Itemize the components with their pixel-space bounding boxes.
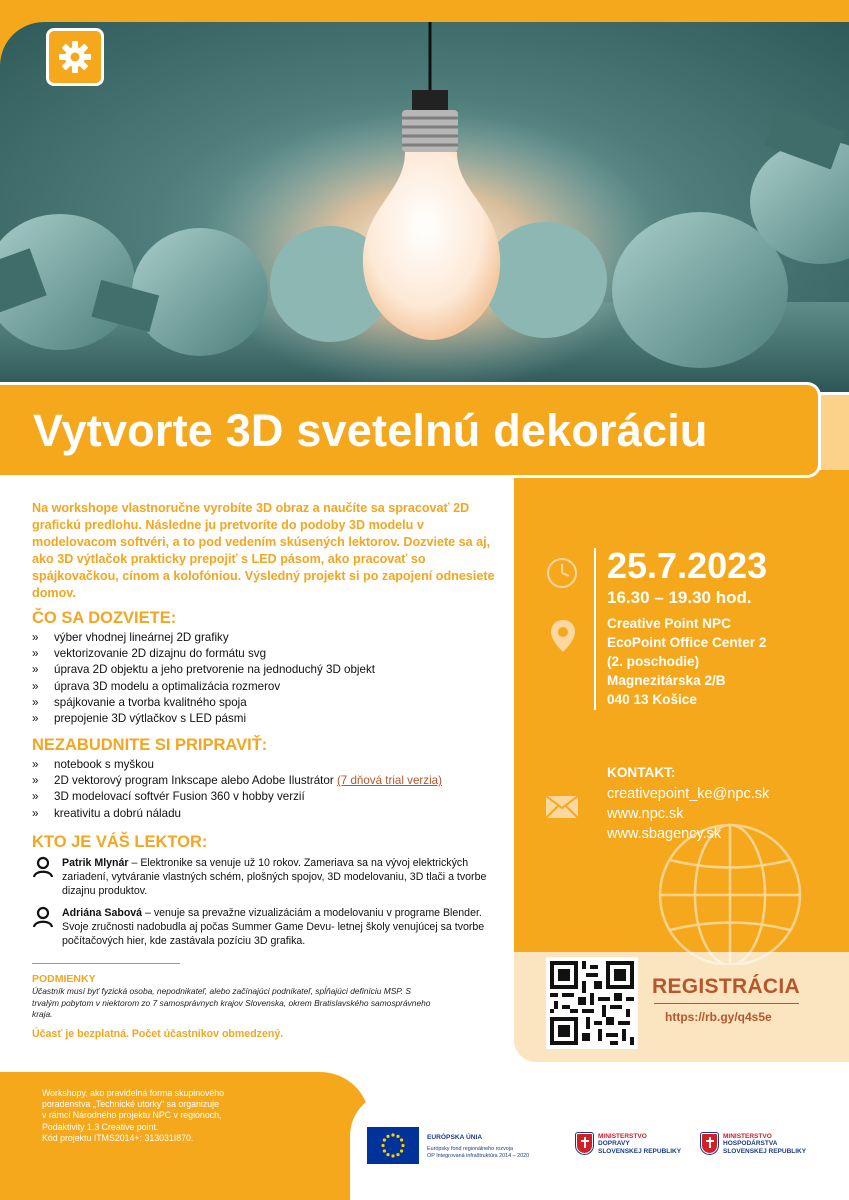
conditions-text: Účastník musí byť fyzická osoba, nepodnikateľ, alebo začínajúci podnikateľ, spĺňajúci definíciu MSP. S trvalým pobytom v niektorom zo 7 samosprávnych krajov Slovenska, okrem Bratislavského samosprávneho kraja. — [32, 986, 431, 1020]
qr-code[interactable] — [546, 957, 638, 1049]
event-time: 16.30 – 19.30 hod. — [607, 588, 752, 607]
location-pin-icon — [549, 618, 577, 654]
slovak-crest-icon — [576, 1133, 593, 1154]
list-item: » výber vhodnej lineárnej 2D grafiky — [32, 631, 229, 644]
teal-bulb-right-1 — [483, 222, 607, 338]
lector-heading: KTO JE VÁŠ LEKTOR: — [32, 833, 208, 851]
learn-list — [32, 630, 512, 727]
person-icon — [32, 856, 54, 878]
bulb-socket — [402, 110, 458, 152]
lector-item: Patrik Mlynár – Elektronike sa venuje už 10 rokov. Zameriava sa na vývoj elektrických zariadení, vytváranie vlastných schém, plošných spojov, 3D modelovaniu, 3D tlači a tvorbe dizajnu produktov. — [32, 856, 506, 898]
hero-image — [0, 22, 849, 392]
gear-icon — [46, 28, 104, 86]
list-item: » vektorizovanie 2D dizajnu do formátu svg — [32, 647, 267, 661]
prepare-heading: NEZABUDNITE SI PRIPRAVIŤ: — [32, 736, 268, 754]
list-item: » 2D vektorový program Inkscape alebo Adobe Ilustrátor (7 dňová trial verzia) — [32, 774, 442, 788]
contact-website[interactable]: www.sbagency.sk — [607, 826, 722, 842]
list-item: » úprava 3D modelu a optimalizácia rozmerov — [32, 679, 281, 693]
slovak-crest-icon — [701, 1133, 718, 1154]
clock-icon — [545, 556, 579, 590]
footer-note: Workshopy, ako pravidelná forma skupinového poradenstva „Technické utorky“ sa organizuje v rámci Národného projektu NPC v regiónoch, Podaktivity 1.3 Creative point. Kód projektu ITMS2014+: 313031I870. — [42, 1088, 225, 1143]
title-band — [0, 382, 821, 478]
list-item: » kreativitu a dobrú náladu — [32, 806, 181, 820]
free-note: Účasť je bezplatná. Počet účastníkov obmedzený. — [32, 1028, 284, 1040]
event-date: 25.7.2023 — [607, 545, 768, 586]
list-item: » 3D modelovací softvér Fusion 360 v hobby verzií — [32, 790, 305, 804]
list-item: » spájkovanie a tvorba kvalitného spoja — [32, 695, 247, 709]
mail-icon — [545, 795, 579, 819]
page-title: Vytvorte 3D svetelnú dekoráciu — [33, 405, 708, 456]
contact-website[interactable]: www.npc.sk — [607, 806, 684, 822]
lector-name: Patrik Mlynár — [62, 857, 129, 869]
eu-title: EURÓPSKA ÚNIA — [427, 1134, 483, 1141]
learn-heading: ČO SA DOZVIETE: — [32, 609, 177, 627]
list-item: » notebook s myškou — [32, 758, 154, 771]
contact-list — [607, 784, 769, 844]
trial-version-link[interactable]: (7 dňová trial verzia) — [336, 774, 442, 788]
registration-underline — [654, 1003, 799, 1004]
intro-text: Na workshope vlastnoručne vyrobíte 3D obraz a naučíte sa spracovať 2D grafickú predlohu. Následne ju pretvoríte do podoby 3D modelu v modelovacom softvéri, a to pod vedením skúsených lektorov. Dozviete sa aj, ako 3D výtlačok prakticky prepojiť s LED pásom, ako pracovať so spájkovačkou, cínom a kolofóniou. Výsledný projekt si po zapojení odnesiete domov. — [32, 501, 495, 600]
ministry-transport-logo: MINISTERSTVO DOPRAVY SLOVENSKEJ REPUBLIKY — [576, 1133, 681, 1155]
list-item: » prepojenie 3D výtlačkov s LED pásmi — [32, 712, 247, 726]
conditions-heading: PODMIENKY — [32, 973, 96, 985]
event-address: Creative Point NPC EcoPoint Office Center 2 (2. poschodie) Magnezitárska 2/B 040 13 Košice — [607, 616, 767, 707]
eu-flag-logo — [367, 1127, 419, 1164]
gear-icon-svg — [58, 40, 92, 74]
light-bulbs-illustration — [0, 22, 849, 392]
lector-item: Adriána Sabová – venuje sa prevažne vizualizáciám a modelovaniu v programe Blender. Svoje zručnosti nadobudla aj počas Summer Game Devu- letnej školy venujúcej sa tvorbe počítačových hier, kde zastávala pozíciu 3D grafika. — [32, 906, 506, 948]
qr-code-image — [550, 961, 634, 1045]
lector-name: Adriána Sabová — [62, 907, 143, 919]
contact-heading: KONTAKT: — [607, 765, 676, 780]
eu-fund-text: Európsky fond regionálneho rozvoja OP Integrovaná infraštruktúra 2014 – 2020 — [427, 1146, 530, 1159]
registration-link[interactable]: https://rb.gy/q4s5e — [665, 1010, 772, 1024]
registration-heading: REGISTRÁCIA — [652, 975, 800, 998]
contact-email[interactable]: creativepoint_ke@npc.sk — [607, 786, 770, 802]
ministry-economy-logo: MINISTERSTVO HOSPODÁRSTVA SLOVENSKEJ REPUBLIKY — [701, 1133, 806, 1155]
person-icon — [32, 906, 54, 928]
title-accent-strip — [821, 395, 849, 475]
vertical-divider — [594, 548, 596, 710]
list-item: » úprava 2D objektu a jeho pretvorenie na jednoduchý 3D objekt — [32, 663, 375, 677]
divider — [32, 963, 180, 964]
prepare-list — [32, 757, 512, 822]
